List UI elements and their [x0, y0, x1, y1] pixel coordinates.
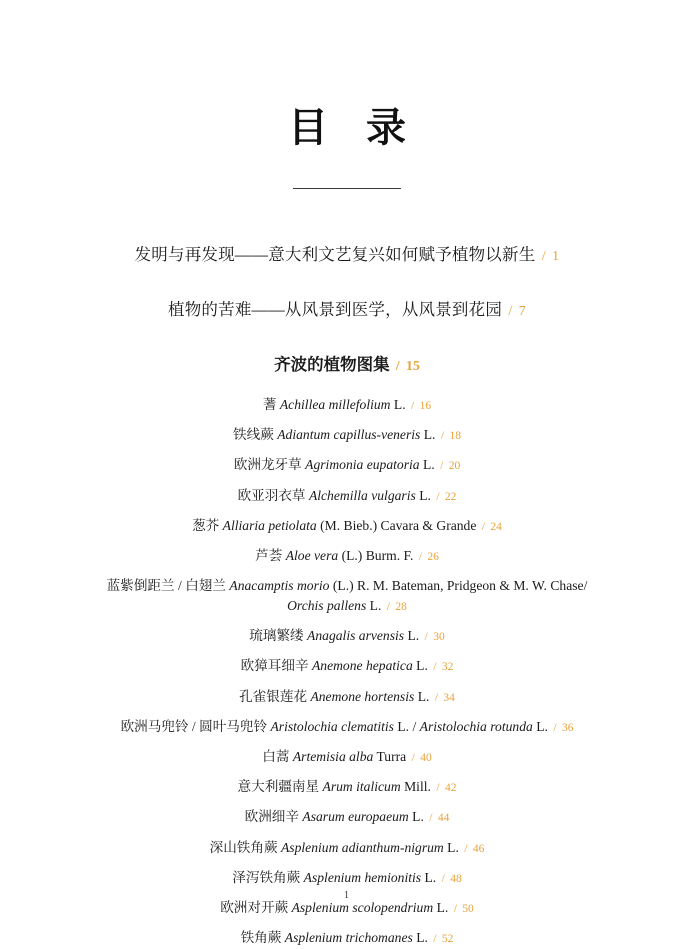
item-latin-name: Alchemilla vulgaris [308, 487, 416, 503]
toc-chapter-page: 1 [552, 249, 560, 264]
item-authority-2: L. [536, 718, 548, 734]
separator-icon: / [553, 721, 557, 734]
separator-icon: / [424, 631, 428, 644]
item-latin-name: Artemisia alba [292, 748, 374, 764]
item-cn-name: 意大利疆南星 [237, 779, 320, 795]
item-cn-name: 白蒿 [262, 748, 290, 764]
item-latin-name: Adiantum capillus-veneris [277, 427, 421, 443]
item-page: 20 [448, 460, 461, 473]
item-cn-name: 蓍 [262, 397, 277, 412]
item-cn-name: 铁角蕨 [240, 930, 282, 946]
item-latin-name: Asarum europaeum [302, 809, 409, 825]
page-folio: 1 [344, 890, 350, 901]
list-item[interactable] [40, 425, 654, 445]
list-item[interactable] [40, 807, 654, 827]
item-latin-name: Aloe vera [285, 548, 339, 564]
item-cn-name: 琉璃繁缕 [249, 628, 304, 644]
item-line-1 [40, 576, 654, 596]
list-item[interactable] [40, 576, 654, 615]
item-page: 34 [443, 691, 455, 704]
toc-entries [0, 241, 694, 948]
list-item[interactable] [40, 717, 654, 737]
item-latin-name: Anacamptis morio [229, 578, 330, 594]
item-authority-2: L. [369, 597, 382, 613]
list-item[interactable] [40, 777, 654, 797]
separator-icon: / [411, 751, 415, 764]
separator-icon: / [418, 551, 422, 564]
item-authority: L. [436, 899, 449, 915]
list-item[interactable] [40, 747, 654, 767]
item-cn-name: 欧洲龙牙草 [233, 457, 302, 473]
item-authority: L. [417, 688, 430, 704]
separator-icon: / [436, 490, 440, 503]
toc-chapter-entry[interactable] [40, 241, 654, 265]
item-cn-name: 铁线蕨 [233, 427, 274, 443]
item-page: 22 [444, 490, 457, 503]
list-item[interactable] [40, 395, 654, 415]
separator-icon: / [453, 902, 457, 915]
separator-icon: / [386, 600, 390, 613]
item-page: 24 [490, 520, 502, 533]
item-cn-name: 芦荟 [255, 548, 283, 564]
item-page: 18 [449, 430, 461, 443]
list-item[interactable] [40, 516, 654, 536]
item-authority: L. [393, 397, 406, 412]
item-authority: L. / [397, 718, 420, 734]
item-page: 40 [420, 751, 432, 764]
item-authority: (L.) Burm. F. [341, 548, 414, 564]
item-authority: Mill. [404, 779, 431, 795]
item-line-2 [40, 596, 654, 616]
item-authority: L. [424, 869, 437, 885]
item-authority: L. [423, 427, 436, 443]
list-item[interactable] [40, 626, 654, 646]
item-latin-name: Aristolochia clematitis [270, 718, 394, 734]
item-cn-name: 欧獐耳细辛 [240, 658, 309, 674]
item-latin-name: Anagalis arvensis [307, 628, 405, 644]
title-divider [293, 188, 401, 189]
item-cn-name: 蓝紫倒距兰 / 白翅兰 [106, 578, 226, 594]
separator-icon: / [481, 520, 485, 533]
item-authority: L. [416, 930, 428, 946]
separator-icon: / [541, 249, 546, 264]
item-authority: L. [407, 628, 420, 644]
page-title: 目 录 [288, 105, 420, 150]
item-cn-name: 欧洲对开蕨 [220, 899, 289, 915]
separator-icon: / [436, 782, 440, 795]
list-item[interactable] [40, 868, 654, 888]
toc-chapter-label: 发明与再发现——意大利文艺复兴如何赋予植物以新生 [134, 245, 536, 264]
item-authority: (M. Bieb.) Cavara & Grande [320, 517, 477, 533]
item-page: 50 [462, 902, 474, 915]
item-latin-name: Asplenium hemionitis [303, 869, 422, 885]
toc-section-page: 15 [405, 359, 420, 374]
item-cn-name: 孔雀银莲花 [239, 688, 308, 704]
item-page: 32 [441, 661, 454, 674]
item-latin-name: Asplenium trichomanes [284, 930, 413, 946]
list-item[interactable] [40, 838, 654, 858]
item-authority: L. [419, 487, 431, 503]
separator-icon: / [508, 304, 513, 319]
item-latin-name: Arum italicum [322, 779, 401, 795]
toc-section-label: 齐波的植物图集 [274, 355, 390, 374]
item-page: 52 [441, 933, 454, 946]
item-page: 28 [395, 600, 407, 613]
item-latin-name: Agrimonia eupatoria [305, 457, 420, 473]
separator-icon: / [434, 691, 438, 704]
separator-icon: / [395, 359, 400, 374]
item-cn-name: 欧亚羽衣草 [237, 487, 306, 503]
item-latin-name: Asplenium adianthum-nigrum [281, 839, 444, 855]
toc-chapter-label: 植物的苦难——从风景到医学，从风景到花园 [168, 300, 503, 319]
item-authority: L. [416, 658, 428, 674]
item-authority: L. [422, 457, 435, 473]
separator-icon: / [440, 460, 444, 473]
toc-chapter-entry[interactable] [40, 296, 654, 320]
toc-section-entry[interactable] [40, 351, 654, 375]
item-latin-name: Anemone hepatica [311, 658, 413, 674]
item-cn-name: 欧洲马兜铃 / 圆叶马兜铃 [120, 718, 268, 734]
item-page: 36 [561, 721, 574, 734]
item-authority: Turra [376, 748, 407, 764]
item-latin-name-2: Aristolochia rotunda [419, 718, 533, 734]
list-item[interactable] [40, 928, 654, 948]
list-item[interactable] [40, 546, 654, 566]
separator-icon: / [464, 842, 468, 855]
item-page: 30 [433, 631, 445, 644]
item-latin-name: Anemone hortensis [310, 688, 415, 704]
item-cn-name: 深山铁角蕨 [209, 839, 278, 855]
list-item[interactable] [40, 656, 654, 676]
separator-icon: / [441, 872, 445, 885]
item-latin-name: Achillea millefolium [279, 397, 391, 412]
separator-icon: / [429, 812, 433, 825]
item-page: 48 [450, 872, 462, 885]
item-cn-name: 葱芥 [192, 517, 220, 533]
list-item[interactable] [40, 486, 654, 506]
separator-icon: / [440, 430, 445, 443]
item-page: 42 [444, 782, 457, 795]
item-page: 46 [472, 842, 485, 855]
separator-icon: / [433, 933, 437, 946]
list-item[interactable] [40, 455, 654, 475]
item-page: 16 [419, 400, 432, 412]
separator-icon: / [433, 661, 437, 674]
item-page: 26 [427, 551, 439, 564]
separator-icon: / [411, 400, 415, 412]
item-cn-name: 泽泻铁角蕨 [232, 869, 301, 885]
item-authority: L. [447, 839, 459, 855]
toc-chapter-page: 7 [518, 304, 526, 319]
item-authority: L. [412, 809, 424, 825]
item-page: 44 [437, 812, 450, 825]
list-item[interactable] [40, 687, 654, 707]
item-authority: (L.) R. M. Bateman, Pridgeon & M. W. Chase/ [332, 578, 588, 594]
title-block [0, 0, 694, 189]
item-latin-name: Asplenium scolopendrium [291, 899, 434, 915]
item-latin-name-2: Orchis pallens [287, 597, 367, 613]
item-latin-name: Alliaria petiolata [222, 517, 317, 533]
item-cn-name: 欧洲细辛 [244, 809, 299, 825]
